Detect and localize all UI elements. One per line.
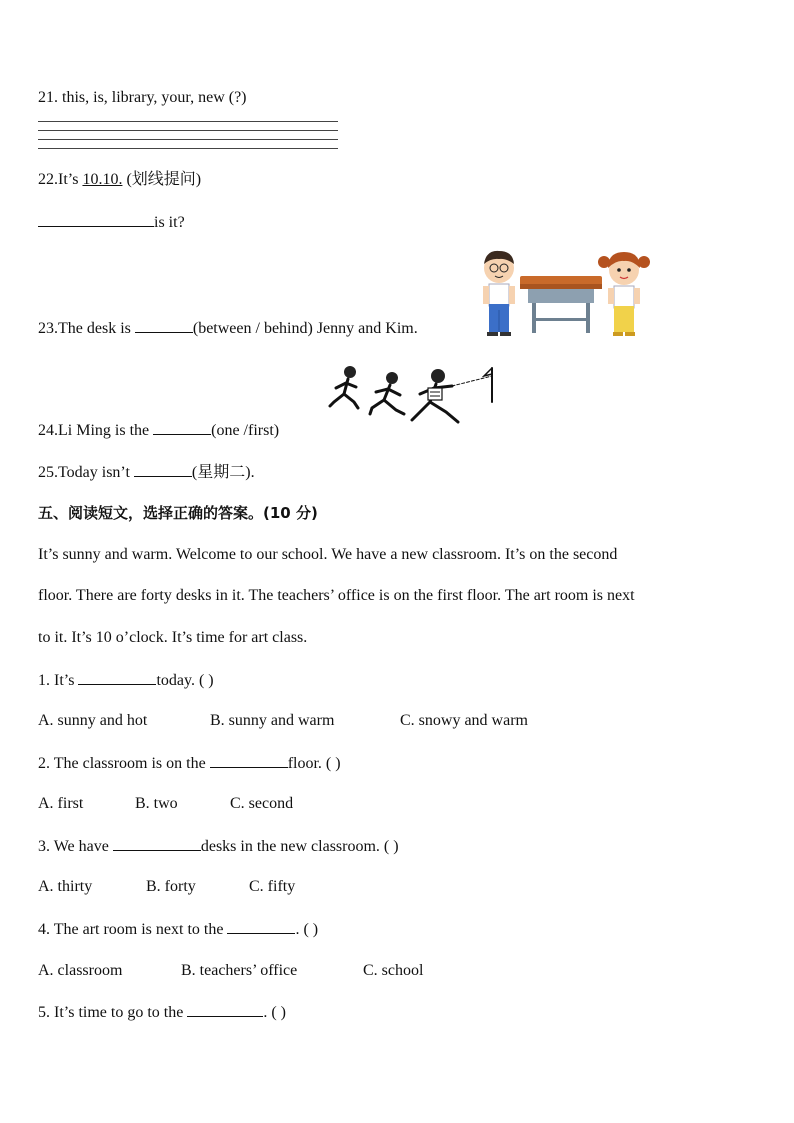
reading-question-4 (38, 919, 318, 940)
question-25-prefix: 25.Today isn’t (38, 464, 134, 481)
question-22-prefix: 22.It’s (38, 171, 83, 188)
option-b[interactable]: B. two (135, 795, 178, 812)
question-text: 3. We have (38, 838, 113, 855)
question-text: today. ( ) (156, 672, 214, 689)
reading-question-3 (38, 836, 399, 857)
reading-question-1 (38, 670, 214, 691)
answer-blank[interactable] (227, 919, 295, 934)
question-text: 2. The classroom is on the (38, 755, 210, 772)
option-c[interactable]: C. fifty (249, 878, 296, 895)
option-a[interactable]: A. thirty (38, 878, 93, 895)
answer-blank[interactable] (153, 420, 211, 435)
question-22-answer-suffix: is it? (154, 214, 185, 231)
answer-blank[interactable] (187, 1002, 263, 1017)
boy-desk-girl-illustration (476, 246, 652, 338)
question-text: 4. The art room is next to the (38, 921, 228, 938)
answer-blank[interactable] (135, 318, 193, 333)
question-24-suffix: (one /first) (211, 422, 280, 439)
question-text: . ( ) (295, 921, 319, 938)
answer-blank[interactable] (113, 836, 201, 851)
question-24-prefix: 24.Li Ming is the (38, 422, 154, 439)
option-b[interactable]: B. sunny and warm (210, 712, 335, 729)
section-heading: 五、阅读短文，选择正确的答案。(10 分) (38, 504, 318, 522)
question-24 (38, 420, 279, 441)
answer-blank[interactable] (38, 212, 154, 227)
passage-line: floor. There are forty desks in it. The teachers’ office is on the first floor. The art room is next (38, 587, 635, 604)
question-23-prefix: 23.The desk is (38, 320, 135, 337)
option-c[interactable]: C. school (363, 962, 424, 979)
answer-blank[interactable] (210, 753, 288, 768)
question-25 (38, 462, 255, 483)
passage-line: It’s sunny and warm. Welcome to our school. We have a new classroom. It’s on the second (38, 546, 618, 563)
question-23-suffix: (between / behind) Jenny and Kim. (192, 320, 418, 337)
question-text: . ( ) (263, 1004, 286, 1021)
option-a[interactable]: A. first (38, 795, 84, 812)
question-text: floor. ( ) (287, 755, 341, 772)
option-c[interactable]: C. snowy and warm (400, 712, 528, 729)
reading-question-2 (38, 753, 341, 774)
question-22-answer-line (38, 212, 185, 233)
question-22-suffix: (划线提问) (122, 171, 202, 188)
option-a[interactable]: A. classroom (38, 962, 123, 979)
question-21: 21. this, is, library, your, new (?) (38, 89, 247, 106)
passage-line: to it. It’s 10 o’clock. It’s time for art class. (38, 629, 308, 646)
option-c[interactable]: C. second (230, 795, 294, 812)
question-22-underlined: 10.10. (82, 171, 123, 188)
question-23 (38, 318, 418, 339)
answer-blank[interactable] (134, 462, 192, 477)
answer-blank[interactable] (78, 670, 156, 685)
runners-illustration (326, 362, 500, 432)
question-25-suffix: (星期二). (191, 464, 255, 481)
question-text: 1. It’s (38, 672, 79, 689)
option-b[interactable]: B. forty (146, 878, 196, 895)
question-22 (38, 170, 201, 190)
writing-lines (38, 121, 338, 157)
question-text: 5. It’s time to go to the (38, 1004, 188, 1021)
option-b[interactable]: B. teachers’ office (181, 962, 298, 979)
reading-question-5 (38, 1002, 286, 1023)
question-text: desks in the new classroom. ( ) (200, 838, 399, 855)
option-a[interactable]: A. sunny and hot (38, 712, 148, 729)
